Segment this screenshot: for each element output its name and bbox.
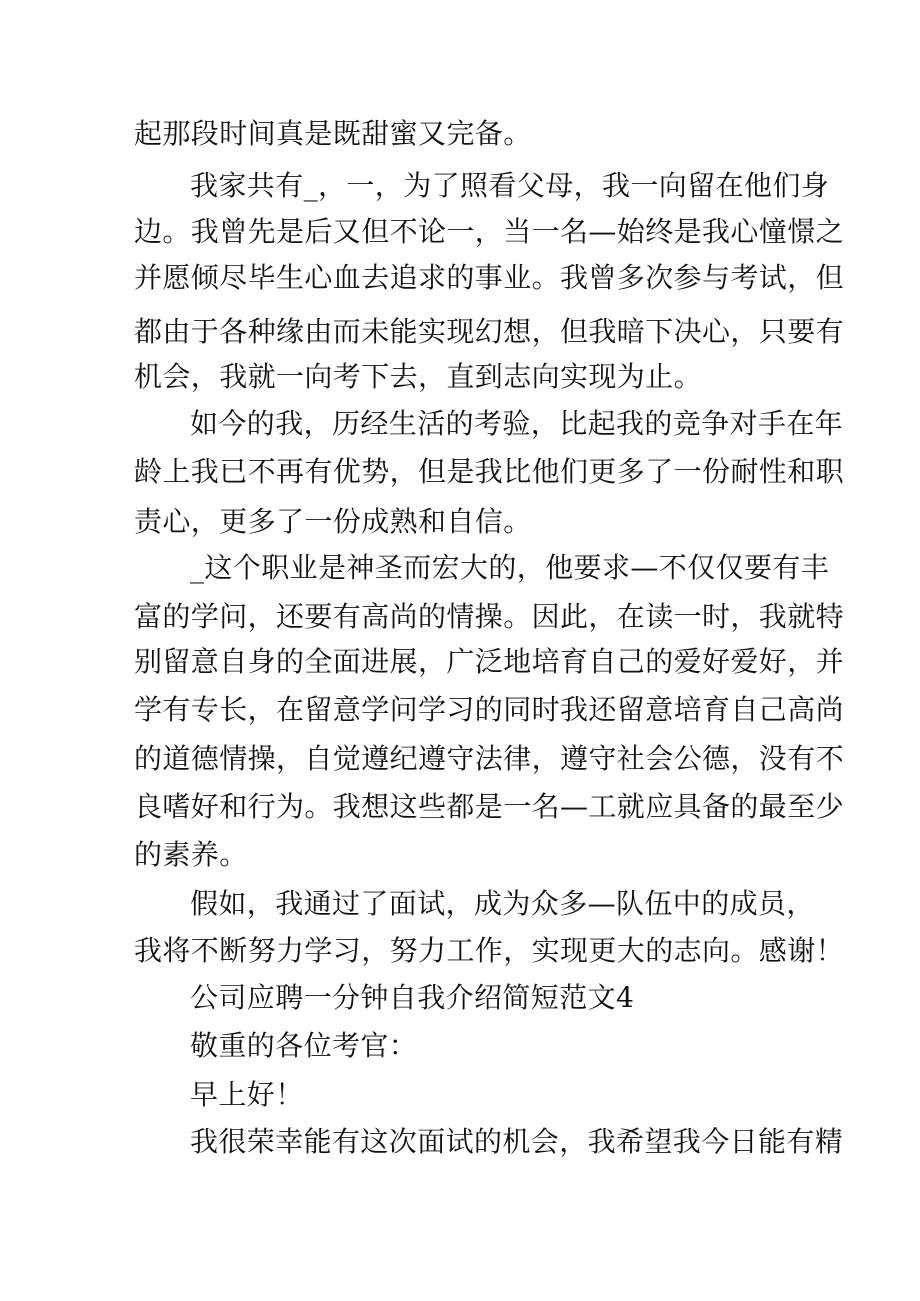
text-line: 的道德情操，自觉遵纪遵守法律，遵守社会公德，没有不 [134,742,845,775]
paragraph-first-line: 如今的我，历经生活的考验，比起我的竞争对手在年 [190,407,844,440]
paragraph-first-line: _这个职业是神圣而宏大的，他要求—不仅仅要有丰 [190,551,830,584]
text-line: 的素养。 [134,838,248,871]
paragraph-first-line: 我很荣幸能有这次面试的机会，我希望我今日能有精 [190,1125,844,1158]
text-line: 边。我曾先是后又但不论一，当一名—始终是我心憧憬之 [134,215,845,248]
text-line: 并愿倾尽毕生心血去追求的事业。我曾多次参与考试，但 [134,261,845,294]
section-heading: 公司应聘一分钟自我介绍简短范文4 [190,981,635,1014]
text-line: 富的学问，还要有高尚的情操。因此，在读一时，我就特 [134,600,845,633]
text-line: 学有专长，在留意学问学习的同时我还留意培育自己高尚 [134,693,845,726]
text-line: 我将不断努力学习，努力工作，实现更大的志向。感谢！ [134,934,845,967]
salutation: 敬重的各位考官： [190,1029,418,1062]
text-line: 良嗜好和行为。我想这些都是一名—工就应具备的最至少 [134,790,845,823]
paragraph-first-line: 我家共有_，一，为了照看父母，我一向留在他们身 [190,169,830,202]
text-line: 都由于各种缘由而未能实现幻想，但我暗下决心，只要有 [134,315,845,348]
text-line: 机会，我就一向考下去，直到志向实现为止。 [134,360,703,393]
text-line: 责心，更多了一份成熟和自信。 [134,505,532,538]
greeting: 早上好！ [190,1078,304,1111]
text-line: 别留意自身的全面进展，广泛地培育自己的爱好爱好，并 [134,645,845,678]
text-line: 起那段时间真是既甜蜜又完备。 [134,117,532,150]
text-line: 龄上我已不再有优势，但是我比他们更多了一份耐性和职 [134,455,845,488]
paragraph-first-line: 假如，我通过了面试，成为众多—队伍中的成员， [190,887,815,920]
